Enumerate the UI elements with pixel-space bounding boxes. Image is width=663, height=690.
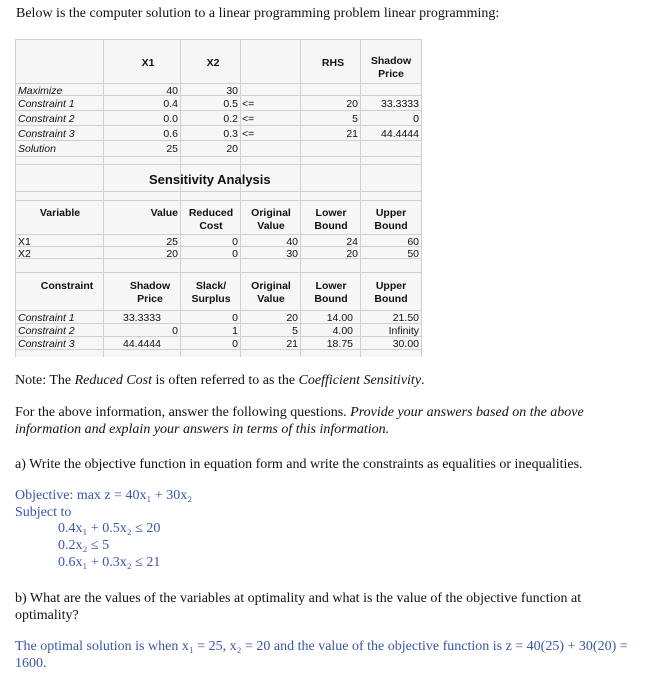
question-b: b) What are the values of the variables at optimality and what is the value of the objective function at optimality? — [15, 591, 582, 623]
header-reduced-cost: Reduced Cost — [188, 207, 234, 232]
cell-rhs: 21 — [346, 128, 358, 140]
row-label: Constraint 2 — [18, 113, 75, 125]
cell-lower: 18.75 — [326, 338, 353, 350]
answer-b: The optimal solution is when x₁ = 25, x₂ = 20 and the value of the objective function is z = 40(25) + 30(20) = 1600. — [15, 639, 628, 671]
cell-rhs: 20 — [346, 98, 358, 110]
answer-a-constraint-2: 0.2x₂ ≤ 5 — [58, 538, 110, 553]
note-term-reduced-cost: Reduced Cost — [74, 373, 152, 388]
header-lower-bound: Lower Bound — [314, 207, 348, 232]
cell-shadow: 33.3333 — [381, 98, 419, 110]
row-label: Constraint 1 — [18, 312, 75, 324]
cell-x2: 20 — [226, 143, 238, 155]
cell-lower: 20 — [346, 248, 358, 260]
cell-x1: 0.6 — [163, 128, 178, 140]
cell-sign: <= — [242, 128, 255, 140]
cell-shadow: 33.3333 — [123, 312, 161, 324]
header-upper-bound: Upper Bound — [374, 280, 408, 305]
cell-reduced: 0 — [232, 248, 238, 260]
row-label: Maximize — [18, 85, 63, 97]
header-x2: X2 — [206, 57, 220, 69]
instructions-paragraph — [15, 404, 635, 438]
note-middle: is often referred to as the — [152, 373, 299, 388]
answer-a-constraint-1: 0.4x₁ + 0.5x₂ ≤ 20 — [58, 521, 161, 536]
intro-text: Below is the computer solution to a linear programming problem linear programming: — [16, 6, 500, 21]
cell-upper: 60 — [407, 236, 419, 248]
row-label: Constraint 3 — [18, 338, 75, 350]
cell-x2: 0.5 — [223, 98, 238, 110]
header-constraint: Constraint — [40, 280, 94, 292]
header-variable: Variable — [39, 207, 81, 219]
header-original-value: Original Value — [251, 280, 291, 305]
row-label: X1 — [18, 236, 31, 248]
cell-shadow: 0 — [172, 325, 178, 337]
answer-a-subject-to: Subject to — [15, 505, 72, 520]
cell-upper: 50 — [407, 248, 419, 260]
header-original-value: Original Value — [251, 207, 291, 232]
cell-x2: 0.2 — [223, 113, 238, 125]
cell-lower: 14.00 — [326, 312, 353, 324]
cell-original: 5 — [292, 325, 298, 337]
answer-a-objective — [15, 488, 192, 504]
header-shadow-price: Shadow Price — [129, 280, 171, 305]
objective-label: Objective: — [15, 488, 77, 503]
cell-upper: 21.50 — [392, 312, 419, 324]
cell-sign: <= — [242, 113, 255, 125]
note-term-coefficient-sensitivity: Coefficient Sensitivity — [298, 373, 422, 388]
cell-slack: 0 — [232, 338, 238, 350]
objective-expression: max z = 40x₁ + 30x₂ — [76, 488, 193, 503]
cell-sign: <= — [242, 98, 255, 110]
question-a: a) Write the objective function in equation form and write the constraints as equalities or inequalities. — [15, 457, 583, 472]
header-upper-bound: Upper Bound — [374, 207, 408, 232]
instructions-lead: For the above information, answer the following questions. — [15, 405, 351, 420]
spreadsheet-output — [15, 39, 422, 357]
header-value: Value — [150, 207, 178, 219]
cell-x1: 0.0 — [163, 113, 178, 125]
cell-lower: 4.00 — [332, 325, 353, 337]
cell-x1: 0.4 — [163, 98, 178, 110]
row-label: X2 — [18, 248, 31, 260]
cell-value: 25 — [166, 236, 178, 248]
cell-upper: Infinity — [388, 325, 419, 337]
cell-shadow: 0 — [413, 113, 419, 125]
note-prefix: Note: The — [15, 373, 75, 388]
cell-x2: 30 — [226, 85, 238, 97]
row-label: Constraint 3 — [18, 128, 75, 140]
cell-slack: 0 — [232, 312, 238, 324]
header-lower-bound: Lower Bound — [314, 280, 348, 305]
instructions-emphasis: Provide your answers based on the above information and explain your answers in terms of this information. — [15, 405, 584, 437]
cell-original: 30 — [286, 248, 298, 260]
cell-x2: 0.3 — [223, 128, 238, 140]
cell-value: 20 — [166, 248, 178, 260]
cell-lower: 24 — [346, 236, 358, 248]
cell-x1: 40 — [166, 85, 178, 97]
cell-reduced: 0 — [232, 236, 238, 248]
cell-original: 21 — [286, 338, 298, 350]
cell-rhs: 5 — [352, 113, 358, 125]
cell-upper: 30.00 — [392, 338, 419, 350]
cell-shadow: 44.4444 — [123, 338, 161, 350]
row-label: Constraint 1 — [18, 98, 75, 110]
answer-a-constraint-3: 0.6x₁ + 0.3x₂ ≤ 21 — [58, 555, 161, 570]
cell-shadow: 44.4444 — [381, 128, 419, 140]
row-label: Solution — [18, 143, 56, 155]
cell-original: 40 — [286, 236, 298, 248]
cell-original: 20 — [286, 312, 298, 324]
header-rhs: RHS — [321, 57, 345, 69]
note-paragraph — [15, 372, 425, 389]
row-label: Constraint 2 — [18, 325, 75, 337]
sensitivity-title: Sensitivity Analysis — [149, 172, 271, 187]
cell-x1: 25 — [166, 143, 178, 155]
header-slack-surplus: Slack/ Surplus — [191, 280, 231, 305]
header-x1: X1 — [141, 57, 155, 69]
cell-slack: 1 — [232, 325, 238, 337]
header-shadow-price: Shadow Price — [370, 55, 412, 80]
note-suffix: . — [421, 373, 425, 388]
